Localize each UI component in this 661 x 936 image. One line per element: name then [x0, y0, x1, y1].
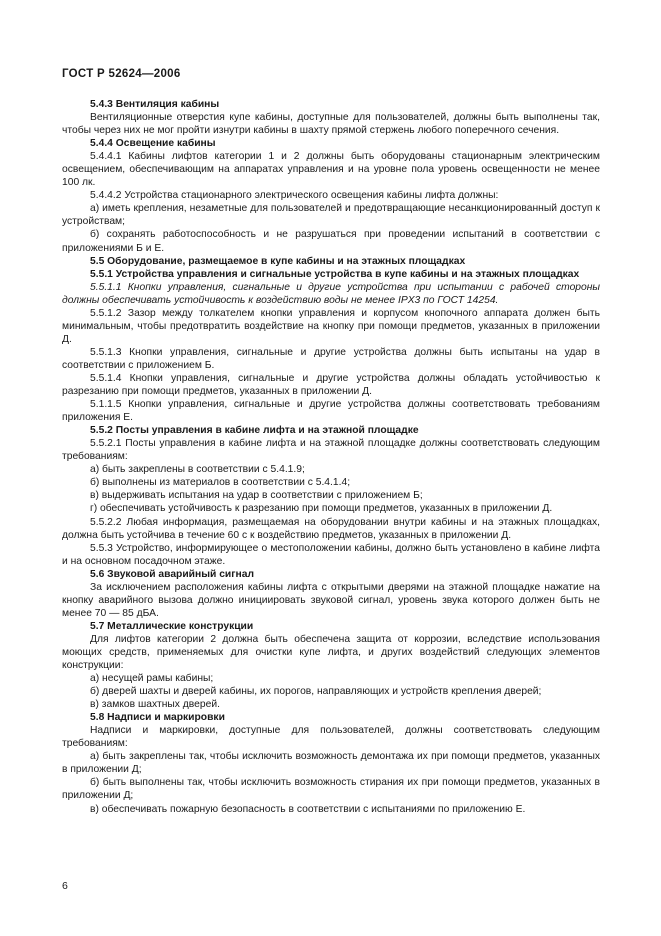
- paragraph: 5.5.2.2 Любая информация, размещаемая на оборудовании внутри кабины и на этажных площадках, должна быть устойчива в течение 60 с к воздействию предметов, указанных в приложении Д.: [62, 516, 600, 541]
- section-heading: 5.6 Звуковой аварийный сигнал: [90, 568, 255, 580]
- paragraph: б) сохранять работоспособность и не разрушаться при проведении испытаний в соответствии с приложениями Б и Е.: [62, 229, 600, 254]
- paragraph: 5.5.1.4 Кнопки управления, сигнальные и другие устройства должны обладать устойчивостью к разрезанию при помощи предметов, указанных в приложении Д.: [62, 372, 600, 398]
- section-heading: 5.4.3 Вентиляция кабины: [90, 99, 220, 110]
- paragraph: 5.5.1.1 Кнопки управления, сигнальные и другие устройства при испытании с рабочей стороны должны обеспечивать устойчивость к воздействию воды не менее IPX3 по ГОСТ 14254.: [62, 281, 600, 306]
- paragraph: а) быть закреплены в соответствии с 5.4.1.9;: [90, 464, 305, 476]
- paragraph: Для лифтов категории 2 должна быть обеспечена защита от коррозии, вследствие использования моющих средств, применяемых для очистки купе лифта, и других воздействий следующих элементов конструкции:: [62, 633, 600, 672]
- paragraph: в) обеспечивать пожарную безопасность в соответствии с испытаниями по приложению Е.: [90, 803, 526, 815]
- section-heading: 5.7 Металлические конструкции: [90, 620, 254, 632]
- section-heading: 5.5 Оборудование, размещаемое в купе кабины и на этажных площадках: [90, 255, 466, 267]
- document-header: ГОСТ Р 52624—2006: [62, 68, 181, 80]
- paragraph: б) дверей шахты и дверей кабины, их порогов, направляющих и устройств крепления дверей;: [90, 686, 542, 698]
- paragraph: Надписи и маркировки, доступные для пользователей, должны соответствовать следующим требованиям:: [62, 725, 600, 750]
- paragraph: 5.5.2.1 Посты управления в кабине лифта и на этажной площадке должны соответствовать следующим требованиям:: [62, 438, 600, 463]
- paragraph: г) обеспечивать устойчивость к разрезанию при помощи предметов, указанных в приложении Д.: [90, 503, 553, 515]
- paragraph: 5.1.1.5 Кнопки управления, сигнальные и другие устройства должны соответствовать требованиям приложения Е.: [62, 399, 600, 424]
- page-number: 6: [62, 880, 68, 892]
- paragraph: 5.5.3 Устройство, информирующее о местоположении кабины, должно быть установлено в кабине лифта и на основном посадочном этаже.: [62, 542, 600, 567]
- section-heading: 5.8 Надписи и маркировки: [90, 712, 225, 724]
- paragraph: а) иметь крепления, незаметные для пользователей и предотвращающие несанкционированный доступ к устройствам;: [62, 203, 600, 228]
- section-heading: 5.5.1 Устройства управления и сигнальные устройства в купе кабины и на этажных площадках: [90, 268, 580, 280]
- paragraph: а) несущей рамы кабины;: [90, 673, 214, 685]
- paragraph: 5.5.1.2 Зазор между толкателем кнопки управления и корпусом кнопочного аппарата должен быть минимальным, чтобы предотвратить воздействие на кнопку при помощи предметов, указанных в приложении Д.: [62, 307, 600, 345]
- paragraph: а) быть закреплены так, чтобы исключить возможность демонтажа их при помощи предметов, указанных в приложении Д;: [62, 751, 600, 776]
- paragraph: б) быть выполнены так, чтобы исключить возможность стирания их при помощи предметов, указанных в приложении Д;: [62, 777, 600, 802]
- section-heading: 5.4.4 Освещение кабины: [90, 138, 216, 150]
- paragraph: Вентиляционные отверстия купе кабины, доступные для пользователей, должны быть выполнены так, чтобы через них не мог пройти изнутри кабины в шахту прямой стержень любого поперечного сечения.: [62, 112, 600, 137]
- section-heading: 5.5.2 Посты управления в кабине лифта и на этажной площадке: [90, 425, 419, 437]
- paragraph: 5.4.4.1 Кабины лифтов категории 1 и 2 должны быть оборудованы стационарным электрическим освещением, обеспечивающим на аппаратах управления и на уровне пола уровень освещенности не менее 100 лк.: [62, 151, 600, 189]
- paragraph: в) выдерживать испытания на удар в соответствии с приложением Б;: [90, 490, 423, 502]
- document-body: [62, 98, 600, 816]
- paragraph: 5.5.1.3 Кнопки управления, сигнальные и другие устройства должны быть испытаны на удар в соответствии с приложением Б.: [62, 346, 600, 371]
- paragraph: в) замков шахтных дверей.: [90, 699, 220, 711]
- paragraph: 5.4.4.2 Устройства стационарного электрического освещения кабины лифта должны:: [90, 190, 499, 202]
- paragraph: За исключением расположения кабины лифта с открытыми дверями на этажной площадке нажатие на кнопку аварийного вызова должно инициировать звуковой сигнал, уровень звука которого должен быть не менее 70 — 85 дБА.: [62, 581, 600, 619]
- paragraph: б) выполнены из материалов в соответствии с 5.4.1.4;: [90, 477, 351, 489]
